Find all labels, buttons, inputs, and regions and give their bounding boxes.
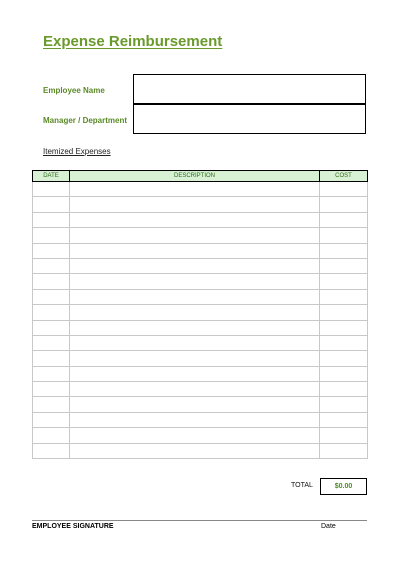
table-row — [33, 228, 368, 243]
cost-cell[interactable] — [320, 182, 368, 197]
table-row — [33, 243, 368, 258]
cost-cell[interactable] — [320, 274, 368, 289]
cost-cell[interactable] — [320, 305, 368, 320]
table-row — [33, 258, 368, 273]
table-row — [33, 212, 368, 227]
date-cell[interactable] — [33, 320, 70, 335]
cost-cell[interactable] — [320, 289, 368, 304]
description-cell[interactable] — [70, 443, 320, 458]
cost-cell[interactable] — [320, 335, 368, 350]
cost-cell[interactable] — [320, 351, 368, 366]
itemized-expenses-label: Itemized Expenses — [43, 147, 111, 156]
date-cell[interactable] — [33, 243, 70, 258]
table-row — [33, 182, 368, 197]
table-row — [33, 305, 368, 320]
cost-cell[interactable] — [320, 382, 368, 397]
employee-name-label: Employee Name — [43, 86, 105, 95]
date-cell[interactable] — [33, 382, 70, 397]
date-cell[interactable] — [33, 212, 70, 227]
date-cell[interactable] — [33, 351, 70, 366]
table-row — [33, 289, 368, 304]
employee-name-field[interactable] — [133, 74, 366, 104]
table-row — [33, 397, 368, 412]
description-cell[interactable] — [70, 243, 320, 258]
date-cell[interactable] — [33, 289, 70, 304]
description-cell[interactable] — [70, 382, 320, 397]
date-cell[interactable] — [33, 197, 70, 212]
description-cell[interactable] — [70, 258, 320, 273]
cost-cell[interactable] — [320, 212, 368, 227]
table-row — [33, 382, 368, 397]
cost-cell[interactable] — [320, 228, 368, 243]
cost-cell[interactable] — [320, 197, 368, 212]
cost-cell[interactable] — [320, 443, 368, 458]
date-cell[interactable] — [33, 228, 70, 243]
manager-department-field[interactable] — [133, 104, 366, 134]
table-row — [33, 351, 368, 366]
description-cell[interactable] — [70, 182, 320, 197]
table-header-row — [33, 171, 368, 182]
date-column-header: DATE — [33, 171, 70, 182]
description-column-header: DESCRIPTION — [70, 171, 320, 182]
cost-cell[interactable] — [320, 366, 368, 381]
cost-cell[interactable] — [320, 243, 368, 258]
expense-rows — [33, 182, 368, 459]
description-cell[interactable] — [70, 428, 320, 443]
table-row — [33, 320, 368, 335]
signature-date-label: Date — [321, 523, 336, 530]
table-row — [33, 197, 368, 212]
signature-line — [32, 520, 367, 521]
cost-cell[interactable] — [320, 428, 368, 443]
table-row — [33, 428, 368, 443]
date-cell[interactable] — [33, 428, 70, 443]
table-row — [33, 335, 368, 350]
description-cell[interactable] — [70, 366, 320, 381]
description-cell[interactable] — [70, 351, 320, 366]
description-cell[interactable] — [70, 305, 320, 320]
table-row — [33, 443, 368, 458]
cost-cell[interactable] — [320, 320, 368, 335]
date-cell[interactable] — [33, 305, 70, 320]
manager-department-label: Manager / Department — [43, 116, 128, 125]
table-row — [33, 412, 368, 427]
date-cell[interactable] — [33, 182, 70, 197]
description-cell[interactable] — [70, 212, 320, 227]
cost-cell[interactable] — [320, 397, 368, 412]
description-cell[interactable] — [70, 197, 320, 212]
description-cell[interactable] — [70, 228, 320, 243]
expense-table — [32, 170, 368, 459]
cost-cell[interactable] — [320, 412, 368, 427]
date-cell[interactable] — [33, 397, 70, 412]
description-cell[interactable] — [70, 320, 320, 335]
employee-signature-label: EMPLOYEE SIGNATURE — [32, 523, 114, 530]
date-cell[interactable] — [33, 258, 70, 273]
date-cell[interactable] — [33, 412, 70, 427]
cost-column-header: COST — [320, 171, 368, 182]
date-cell[interactable] — [33, 335, 70, 350]
date-cell[interactable] — [33, 366, 70, 381]
description-cell[interactable] — [70, 397, 320, 412]
description-cell[interactable] — [70, 289, 320, 304]
description-cell[interactable] — [70, 274, 320, 289]
date-cell[interactable] — [33, 274, 70, 289]
cost-cell[interactable] — [320, 258, 368, 273]
form-title: Expense Reimbursement — [43, 33, 223, 50]
total-label: TOTAL — [291, 482, 313, 489]
table-row — [33, 274, 368, 289]
description-cell[interactable] — [70, 412, 320, 427]
total-value: $0.00 — [320, 478, 367, 495]
description-cell[interactable] — [70, 335, 320, 350]
date-cell[interactable] — [33, 443, 70, 458]
table-row — [33, 366, 368, 381]
